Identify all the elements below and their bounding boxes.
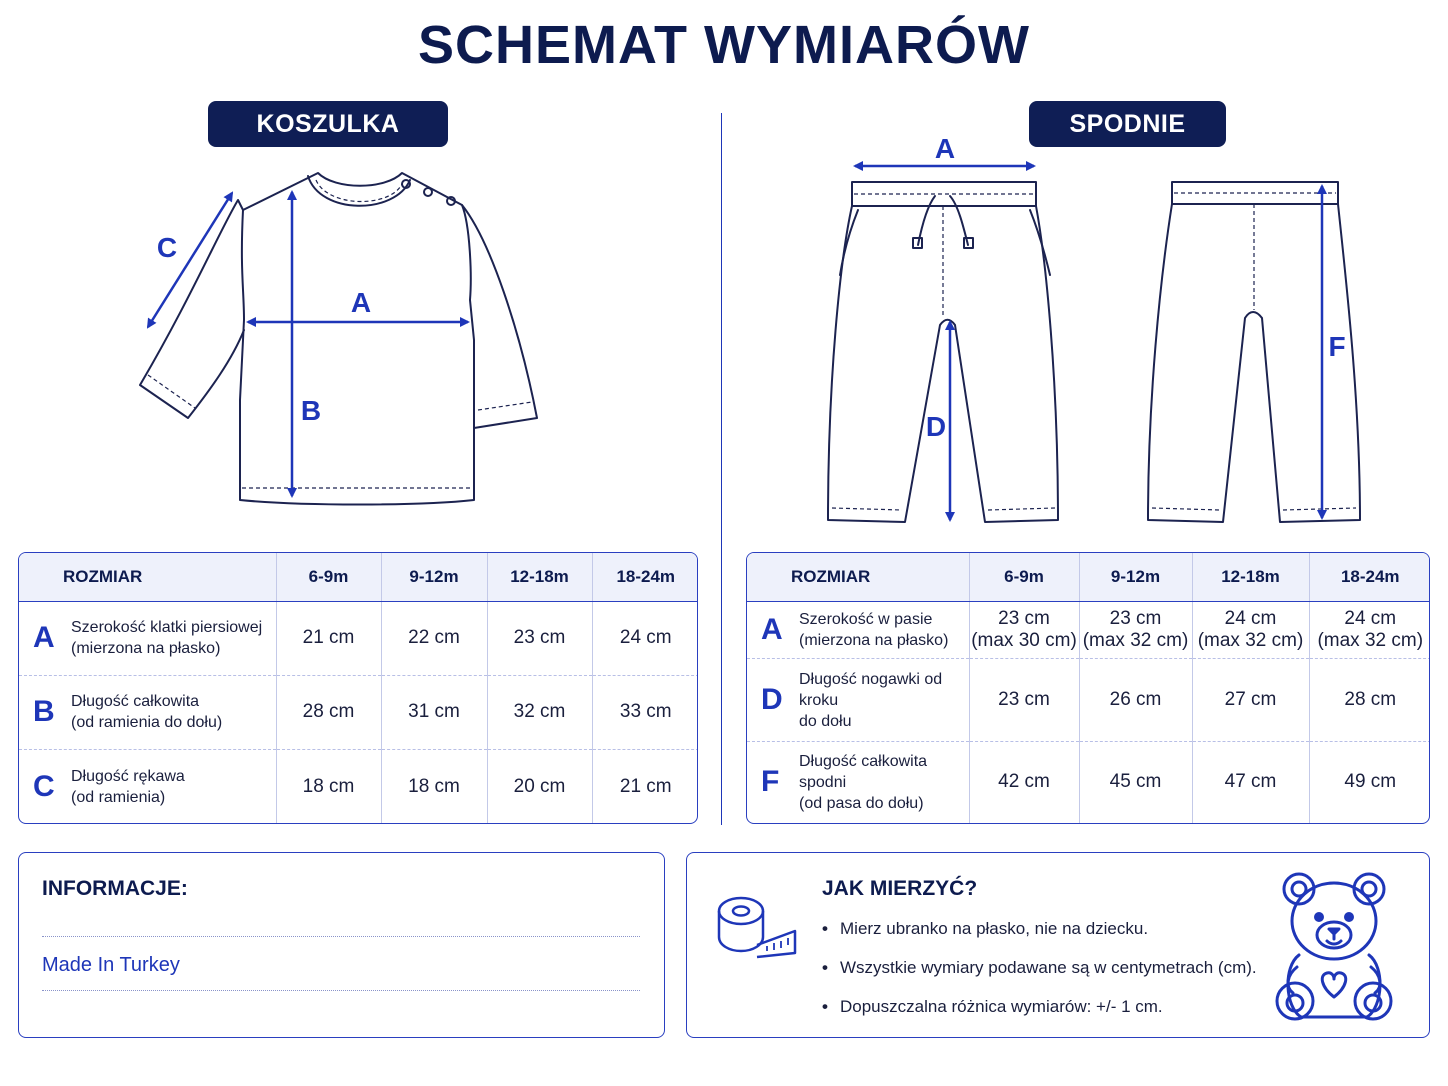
list-item: • Mierz ubranko na płasko, nie na dziecku. [822,919,1149,938]
row-description: Szerokość w pasie [799,610,933,628]
list-item: • Dopuszczalna różnica wymiarów: +/- 1 cm. [822,997,1163,1016]
table-cell: 24 cm [592,601,698,675]
info-box [18,852,665,1038]
table-header-cell: 9-12m [381,553,487,601]
table-cell: 23 cm [998,607,1050,629]
how-to-measure-box [686,852,1430,1038]
table-cell-note: (max 32 cm) [1197,629,1304,651]
pants-dim-f-label: F [1328,331,1346,362]
table-cell: 33 cm [592,675,698,749]
list-item: • Wszystkie wymiary podawane są w centymetrach (cm). [822,958,1257,977]
info-text: Made In Turkey [42,954,180,976]
table-header-cell: 6-9m [276,553,381,601]
row-letter: F [761,765,780,799]
shirt-section-label: KOSZULKA [208,101,448,147]
table-row [19,675,698,749]
table-cell: 18 cm [381,750,487,823]
table-cell: 23 cm [969,659,1079,741]
table-header-cell: ROZMIAR [747,553,969,601]
dotted-divider [42,990,640,991]
table-cell: 32 cm [487,675,592,749]
row-description-note: (od pasa do dołu) [799,794,924,812]
pants-size-table [746,552,1430,824]
pants-section-label: SPODNIE [1029,101,1226,147]
table-header-cell: ROZMIAR [19,553,276,601]
table-cell: 49 cm [1309,741,1430,823]
how-to-title: JAK MIERZYĆ? [822,877,978,900]
table-cell: 20 cm [487,750,592,823]
table-cell: 31 cm [381,675,487,749]
info-title: INFORMACJE: [42,877,188,900]
shirt-dim-a-label: A [350,287,372,318]
table-cell-note: (max 32 cm) [1082,629,1189,651]
table-cell: 47 cm [1192,741,1309,823]
tape-measure-icon [717,895,799,961]
table-row [747,601,1430,659]
table-cell: 42 cm [969,741,1079,823]
row-letter: D [761,683,783,717]
table-header-cell: 12-18m [1192,553,1309,601]
table-cell: 24 cm [1344,607,1397,629]
table-header-row [19,553,698,601]
row-description: Długość rękawa [71,767,185,785]
garment-diagrams [0,0,1448,540]
table-row [19,750,698,823]
table-cell: 21 cm [276,601,381,675]
row-letter: C [33,769,55,803]
table-row [747,741,1430,823]
shirt-dim-b-label: B [300,395,322,426]
row-description-note: (od ramienia) [71,788,166,806]
page-title: SCHEMAT WYMIARÓW [418,15,1030,75]
table-cell: 45 cm [1079,741,1192,823]
table-cell: 28 cm [1309,659,1430,741]
table-cell: 18 cm [276,750,381,823]
table-cell: 28 cm [276,675,381,749]
table-cell: 26 cm [1079,659,1192,741]
table-header-cell: 12-18m [487,553,592,601]
shirt-dim-c-label: C [156,232,178,263]
table-cell: 24 cm [1224,607,1277,629]
teddy-bear-icon [1273,867,1395,1027]
table-cell-note: (max 32 cm) [1317,629,1424,651]
table-cell: 27 cm [1192,659,1309,741]
table-row [747,659,1430,741]
table-header-cell: 18-24m [592,553,698,601]
table-row [19,601,698,675]
pants-front-drawing [828,166,1058,522]
how-to-list [822,919,1257,1036]
table-header-row [747,553,1430,601]
table-cell: 22 cm [381,601,487,675]
row-description-note: (mierzona na płasko) [71,640,221,658]
row-description-note: do dołu [799,712,852,730]
table-header-cell: 18-24m [1309,553,1430,601]
row-description: Szerokość klatki piersiowej [71,619,263,637]
dotted-divider [42,936,640,937]
shirt-drawing [140,173,537,505]
row-description: Długość nogawki od kroku [799,670,943,709]
table-header-cell: 9-12m [1079,553,1192,601]
table-cell: 21 cm [592,750,698,823]
row-letter: A [33,621,55,655]
row-description: Długość całkowita [71,693,200,711]
table-header-cell: 6-9m [969,553,1079,601]
table-cell: 23 cm [487,601,592,675]
shirt-size-table [18,552,698,824]
row-letter: A [761,612,783,646]
row-description-note: (mierzona na płasko) [799,631,949,649]
row-description-note: (od ramienia do dołu) [71,714,223,732]
table-cell-note: (max 30 cm) [971,629,1077,651]
table-cell: 23 cm [1109,607,1162,629]
pants-dim-d-label: D [925,411,947,442]
row-letter: B [33,695,55,729]
pants-dim-a-label: A [934,133,956,164]
row-description: Długość całkowita spodni [799,752,928,791]
